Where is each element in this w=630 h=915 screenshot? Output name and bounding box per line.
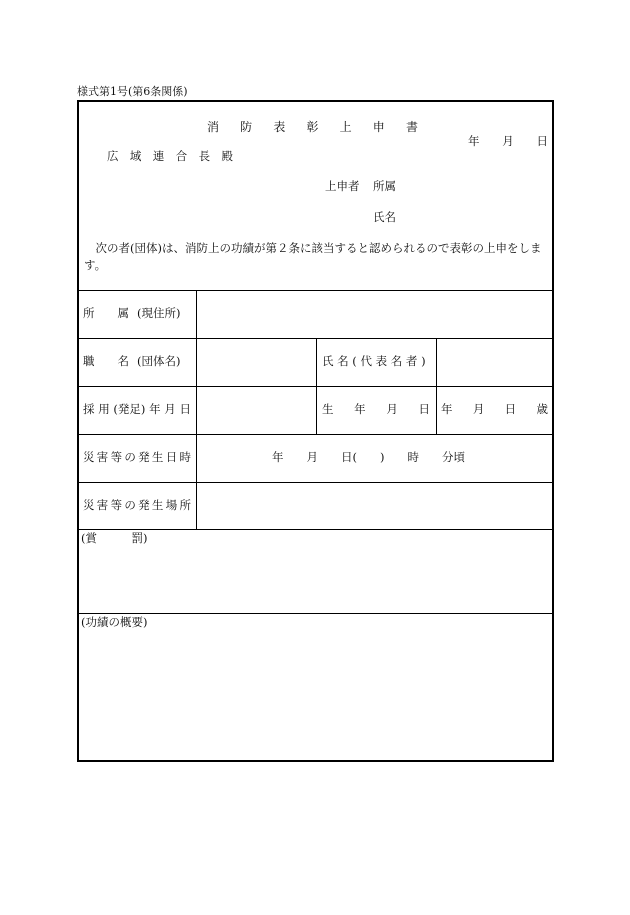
awards-section-label: (賞 罰) — [81, 531, 148, 545]
achievement-summary-text-area[interactable] — [79, 632, 552, 760]
affiliation-input-field[interactable] — [197, 291, 552, 337]
applicant-affiliation-label: 所属 — [373, 179, 396, 193]
document-title: 消 防 表 彰 上 申 書 — [207, 120, 418, 134]
achievement-summary-label: (功績の概要) — [81, 615, 148, 629]
age-field[interactable]: 年 月 日 歳 — [441, 402, 548, 417]
request-statement: 次の者(団体)は、消防上の功績が第２条に該当すると認められるので表彰の上申をします。 — [84, 241, 542, 272]
form-number-label: 様式第1号(第6条関係) — [77, 85, 188, 98]
appointed-date-label: 採 用 (発足) 年 月 日 — [83, 402, 191, 417]
representative-name-label: 氏 名 ( 代 表 名 者 ) — [322, 354, 426, 369]
representative-name-input-field[interactable] — [437, 339, 552, 385]
table-rule-6 — [77, 529, 554, 530]
appointed-date-input-field[interactable] — [197, 387, 315, 433]
applicant-name-label: 氏名 — [373, 210, 396, 224]
birth-date-field[interactable]: 生 年 月 日 — [322, 402, 430, 417]
table-rule-7 — [77, 613, 554, 614]
middle-column-rule — [316, 338, 317, 434]
addressee: 広 域 連 合 長 殿 — [107, 149, 233, 163]
affiliation-row-label: 所 属 (現住所) — [83, 306, 181, 321]
position-row-label: 職 名 (団体名) — [83, 354, 181, 369]
disaster-place-input-field[interactable] — [197, 483, 552, 528]
disaster-datetime-field[interactable]: 年 月 日( ) 時 分頃 — [272, 450, 465, 465]
disaster-datetime-label: 災 害 等 の 発 生 日 時 — [83, 450, 191, 465]
position-input-field[interactable] — [197, 339, 315, 385]
awards-text-area[interactable] — [79, 548, 552, 612]
submission-date: 年 月 日 — [468, 134, 548, 148]
disaster-place-label: 災 害 等 の 発 生 場 所 — [83, 497, 191, 512]
applicant-label: 上申者 — [325, 179, 360, 193]
